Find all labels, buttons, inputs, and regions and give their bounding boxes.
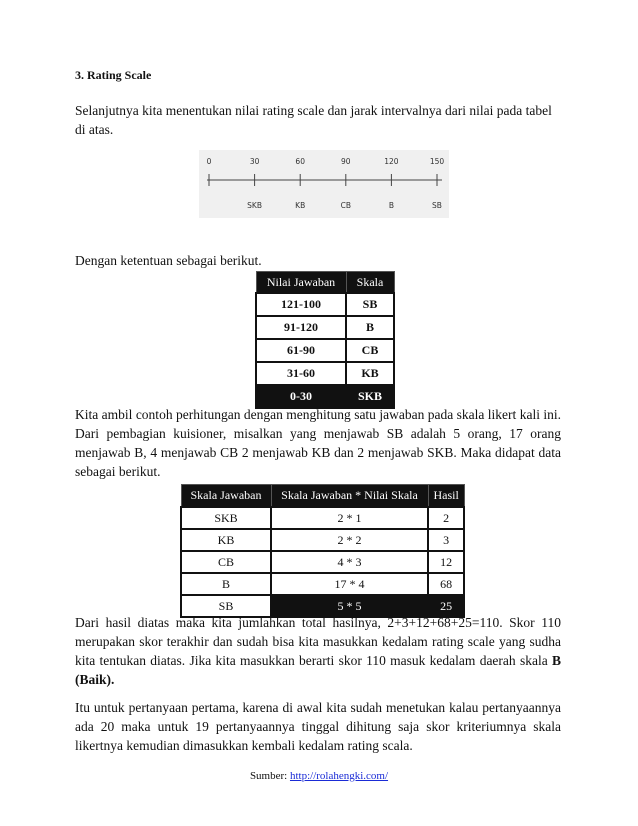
table-cell: 91-120 <box>256 316 346 339</box>
conclusion-text: Dari hasil diatas maka kita jumlahkan total hasilnya, 2+3+12+68+25=110. Skor 110 merupakan skor terakhir dan sudah bisa kita masukkan kedalam rating scale yang sudha kita tentukan diatas. Jika kita masukkan berarti skor 110 masuk kedalam daerah skala <box>75 615 561 668</box>
table-cell: 31-60 <box>256 362 346 385</box>
source-line <box>0 770 638 782</box>
table-cell: SKB <box>346 385 394 408</box>
scale-tick-label: 120 <box>384 157 399 166</box>
result-table <box>180 484 465 618</box>
criteria-header-row <box>256 272 394 294</box>
scale-tick-label: 0 <box>206 157 212 166</box>
table-row <box>181 507 464 529</box>
result-header-row <box>181 485 464 508</box>
table-cell: 2 * 1 <box>271 507 428 529</box>
table-cell: B <box>346 316 394 339</box>
scale-tick-label: 60 <box>295 157 305 166</box>
conclusion-paragraph <box>75 613 561 689</box>
result-header-cell: Skala Jawaban * Nilai Skala <box>271 485 428 508</box>
scale-category-label: CB <box>340 201 351 210</box>
table-row <box>181 529 464 551</box>
criteria-header-cell: Nilai Jawaban <box>256 272 346 294</box>
table-cell: 5 * 5 <box>271 595 428 617</box>
table-cell: 12 <box>428 551 464 573</box>
conclusion-bold: B (Baik). <box>75 653 562 687</box>
section-heading: 3. Rating Scale <box>75 68 152 82</box>
table-row <box>256 362 394 385</box>
table-row <box>256 316 394 339</box>
table-cell: 61-90 <box>256 339 346 362</box>
table-cell: 3 <box>428 529 464 551</box>
closing-paragraph: Itu untuk pertanyaan pertama, karena di awal kita sudah menetukan kalau pertanyaannya ada 20 maka untuk 19 pertanyaannya tinggal dihitung saja skor kriteriumnya skala likertnya kemudian dimasukkan kembali kedalam rating scala. <box>75 700 561 753</box>
rating-scale-line <box>199 150 449 218</box>
table-row <box>181 573 464 595</box>
scale-category-label: KB <box>295 201 306 210</box>
table-cell: B <box>181 573 271 595</box>
source-label: Sumber: <box>249 770 288 782</box>
table-cell: KB <box>346 362 394 385</box>
scale-tick-label: 30 <box>249 157 260 166</box>
criteria-table <box>255 271 395 409</box>
table-cell: KB <box>181 529 271 551</box>
table-cell: SB <box>346 293 394 316</box>
table-row <box>256 293 394 316</box>
scale-category-label: SB <box>432 201 442 210</box>
scale-category-label: B <box>388 201 394 210</box>
scale-tick-label: 150 <box>429 157 445 166</box>
table-cell: 25 <box>428 595 464 617</box>
table-cell: SKB <box>181 507 271 529</box>
criteria-intro: Dengan ketentuan sebagai berikut. <box>75 253 262 268</box>
table-cell: 4 * 3 <box>271 551 428 573</box>
rating-scale-figure <box>199 150 449 218</box>
scale-category-label: SKB <box>247 201 263 210</box>
table-cell: 68 <box>428 573 464 595</box>
criteria-header-cell: Skala <box>346 272 394 294</box>
table-cell: CB <box>181 551 271 573</box>
table-cell: 2 <box>428 507 464 529</box>
result-header-cell: Hasil <box>428 485 464 508</box>
table-cell: 0-30 <box>256 385 346 408</box>
example-paragraph: Kita ambil contoh perhitungan dengan menghitung satu jawaban pada skala likert kali ini. Dari pembagian kuisioner, misalkan yang menjawab SB adalah 5 orang, 17 orang menjawab B, 4 menjawab CB 2 menjawab KB dan 2 menjawab SKB. Maka didapat data sebagai berikut. <box>75 407 561 479</box>
table-cell: 2 * 2 <box>271 529 428 551</box>
intro-paragraph: Selanjutnya kita menentukan nilai rating scale dan jarak intervalnya dari nilai pada tabel di atas. <box>75 103 552 137</box>
table-cell: 121-100 <box>256 293 346 316</box>
result-header-cell: Skala Jawaban <box>181 485 271 508</box>
table-row <box>256 339 394 362</box>
table-row <box>181 551 464 573</box>
table-cell: CB <box>346 339 394 362</box>
table-cell: SB <box>181 595 271 617</box>
source-link[interactable]: http://rolahengki.com/ <box>289 770 389 782</box>
table-cell: 17 * 4 <box>271 573 428 595</box>
scale-tick-label: 90 <box>341 157 351 166</box>
